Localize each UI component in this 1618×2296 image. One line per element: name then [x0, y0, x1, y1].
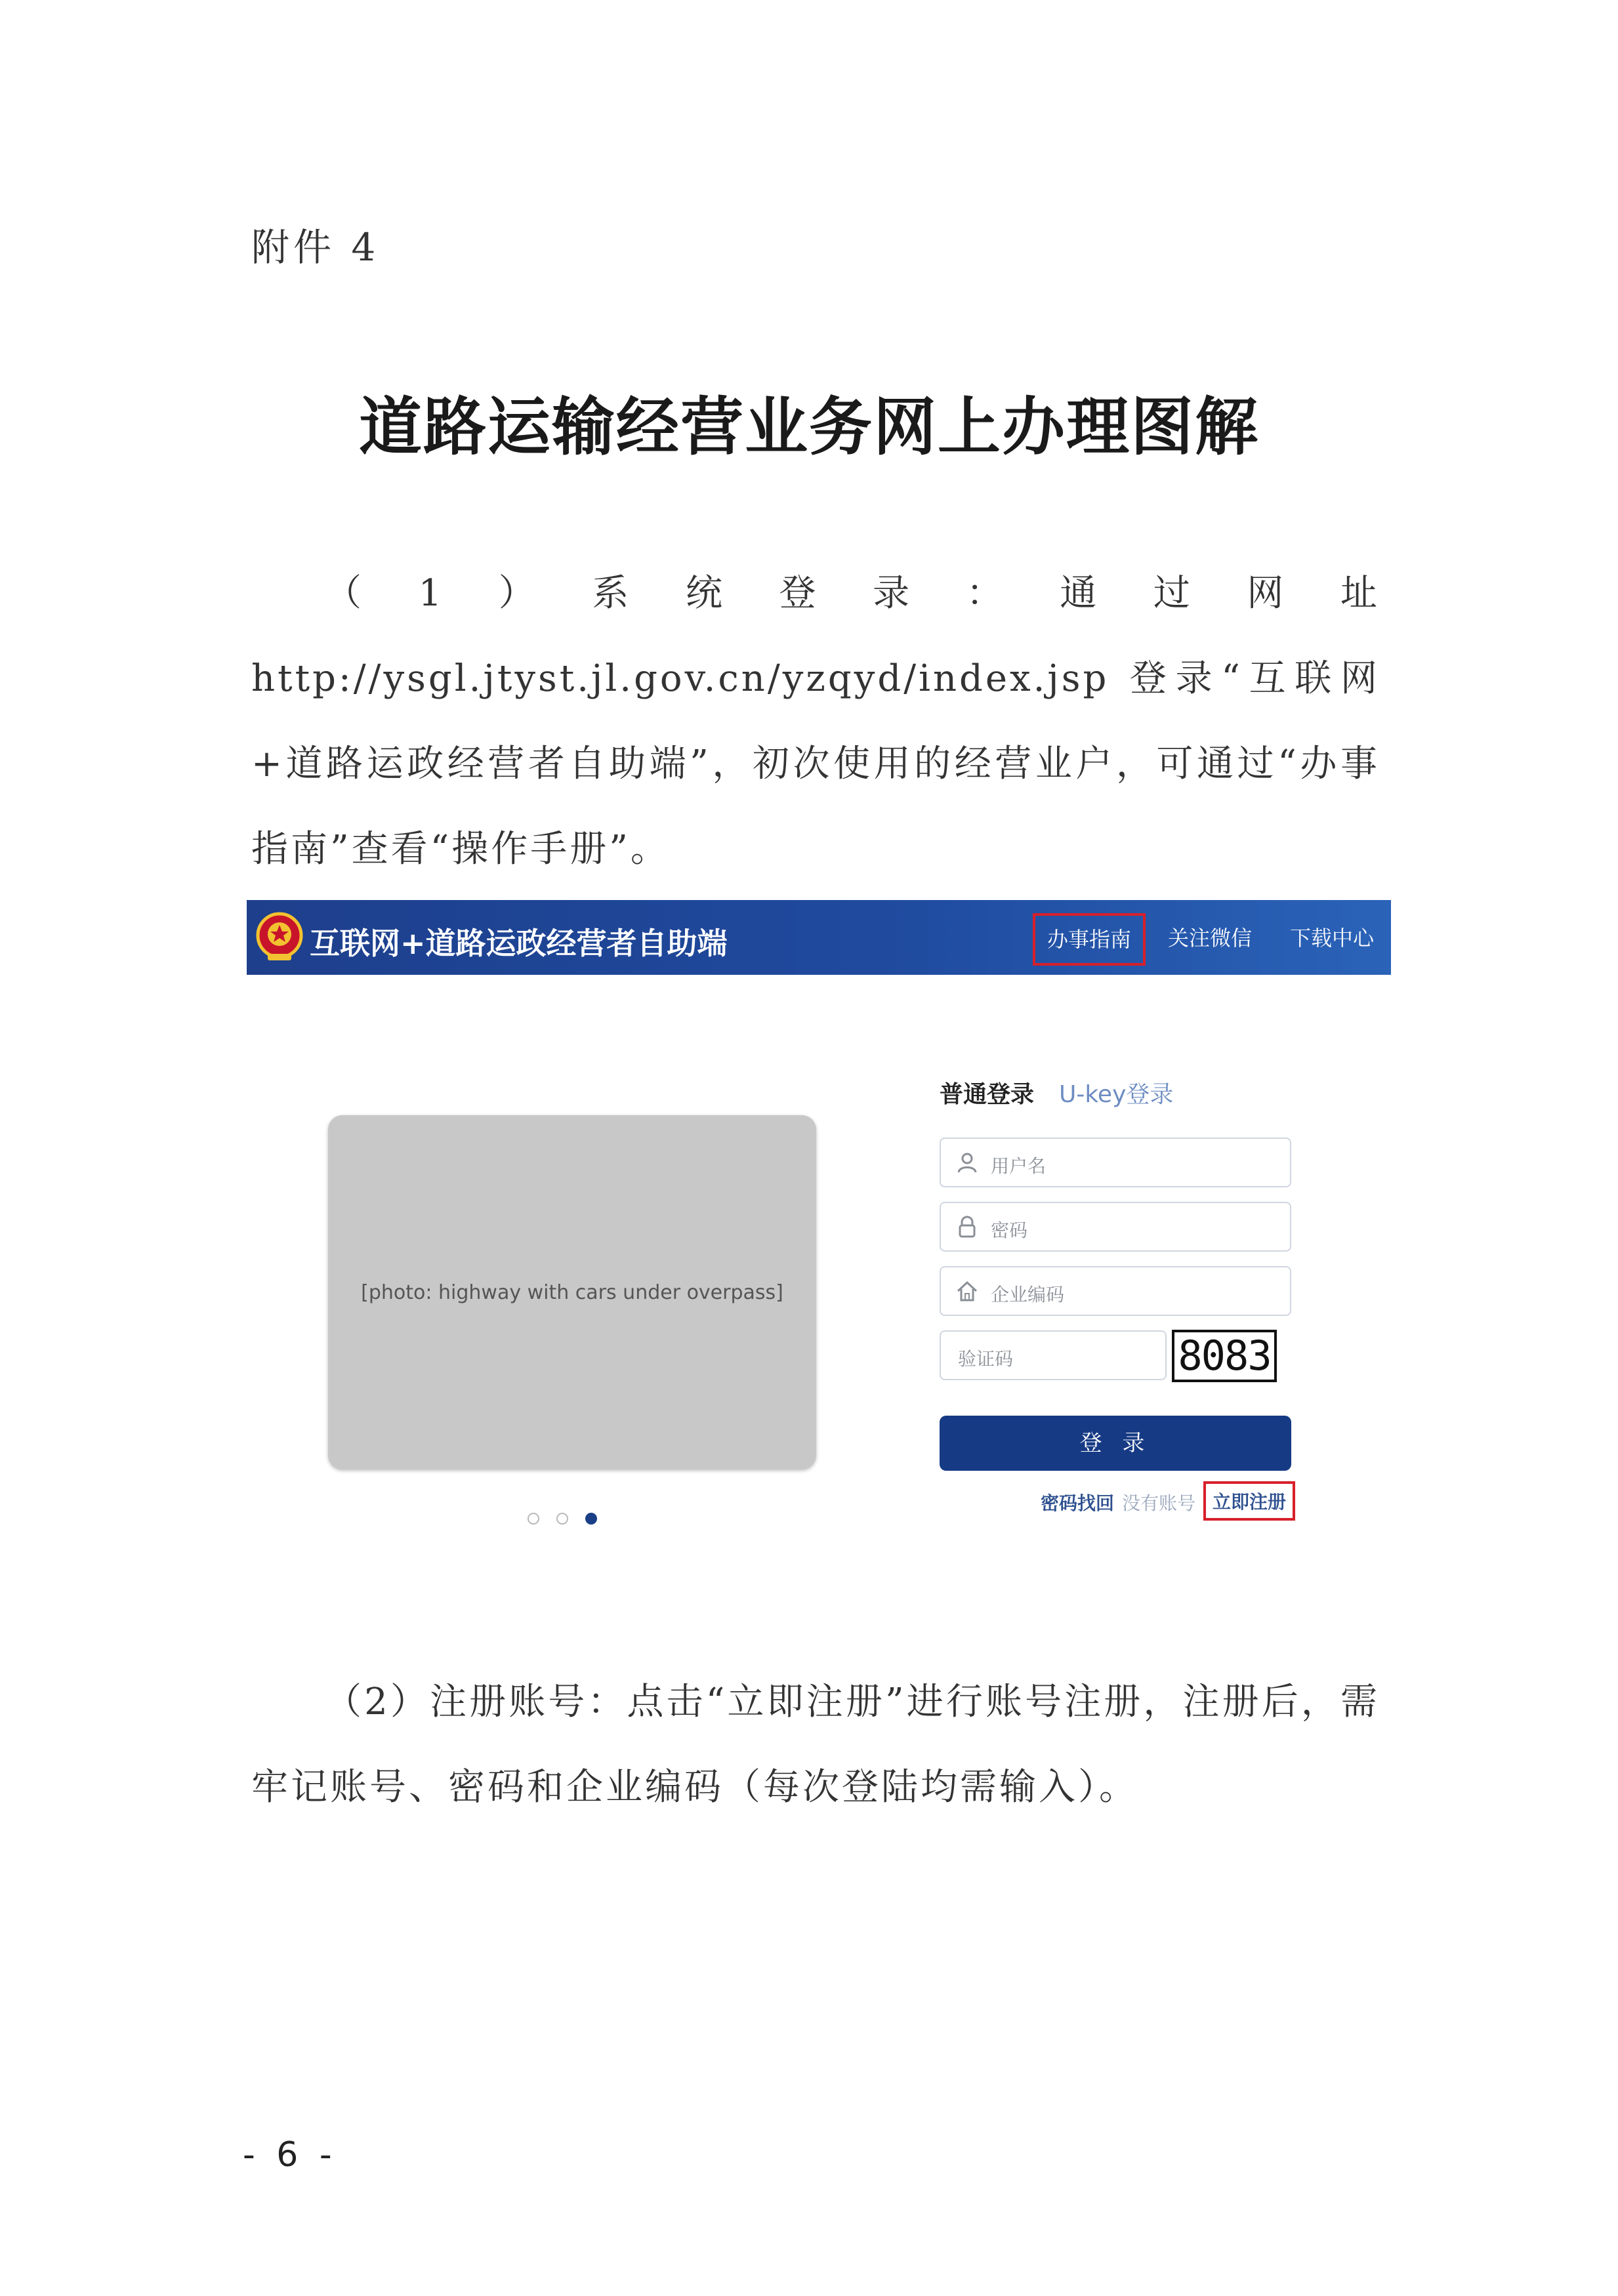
- register-now-link[interactable]: 立即注册: [1203, 1481, 1295, 1521]
- password-field[interactable]: [940, 1202, 1291, 1252]
- document-title: 道路运输经营业务网上办理图解: [359, 390, 1259, 464]
- lock-icon: [955, 1215, 979, 1239]
- user-icon: [955, 1151, 979, 1174]
- captcha-field[interactable]: [940, 1330, 1167, 1380]
- page-number: - 6 -: [243, 2135, 337, 2175]
- org-code-field[interactable]: [940, 1266, 1291, 1316]
- nav-download-link[interactable]: 下载中心: [1290, 926, 1375, 951]
- carousel-dot-1[interactable]: [528, 1513, 539, 1525]
- app-title: 互联网+道路运政经营者自助端: [310, 926, 728, 961]
- captcha-image[interactable]: 8083: [1172, 1330, 1277, 1382]
- app-header: [247, 900, 1391, 975]
- username-placeholder: 用户名: [991, 1155, 1047, 1177]
- tab-normal-login[interactable]: 普通登录: [940, 1081, 1035, 1108]
- carousel-dot-2[interactable]: [556, 1513, 568, 1525]
- password-placeholder: 密码: [991, 1220, 1028, 1241]
- nav-wechat-link[interactable]: 关注微信: [1168, 926, 1253, 951]
- paragraph-register: （2）注册账号：点击“立即注册”进行账号注册，注册后，需牢记账号、密码和企业编码（每次登陆均需输入）。: [251, 1681, 1380, 1809]
- username-field[interactable]: [940, 1138, 1291, 1187]
- highway-photo: [photo: highway with cars under overpass]: [328, 1115, 816, 1469]
- login-button[interactable]: 登 录: [940, 1416, 1291, 1471]
- paragraph-login: （1）系统登录：通过网址 http://ysgl.jtyst.jl.gov.cn/yzqyd/index.jsp 登录“互联网+道路运政经营者自助端”，初次使用的经营业户，可通过“办事指南”查看“操作手册”。: [251, 572, 1380, 871]
- org-code-placeholder: 企业编码: [991, 1284, 1065, 1305]
- login-screenshot: [247, 900, 1391, 1556]
- nav-guide-link[interactable]: 办事指南: [1033, 913, 1146, 966]
- login-tabs: [940, 1076, 1173, 1109]
- tab-ukey-login[interactable]: U-key登录: [1059, 1081, 1174, 1108]
- attachment-label: 附件 4: [251, 225, 380, 270]
- no-account-text: 没有账号: [1122, 1492, 1196, 1514]
- forgot-password-link[interactable]: 密码找回: [1041, 1492, 1115, 1514]
- emblem-icon: [256, 912, 303, 963]
- captcha-placeholder: 验证码: [958, 1348, 1014, 1370]
- home-icon: [955, 1279, 979, 1303]
- carousel-dot-3[interactable]: [585, 1513, 597, 1525]
